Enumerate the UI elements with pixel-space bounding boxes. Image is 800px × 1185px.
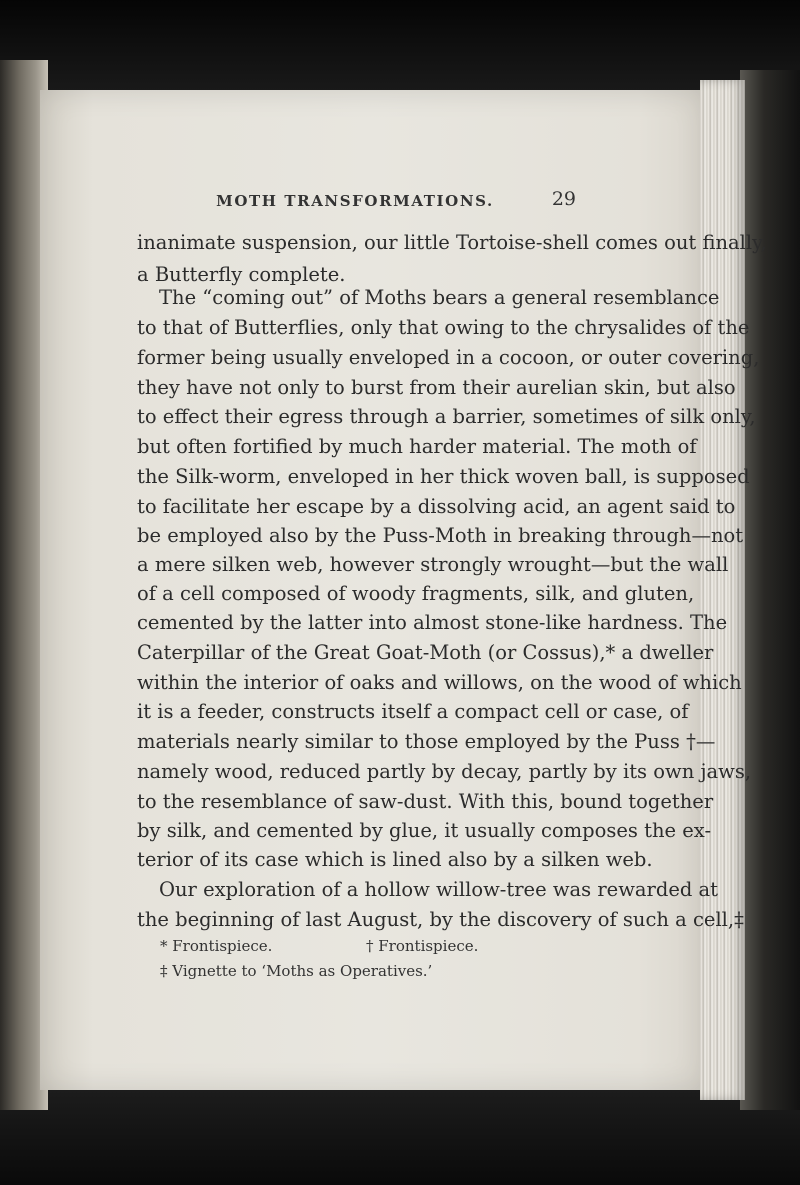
body-line: of a cell composed of woody fragments, silk, and gluten, — [137, 582, 695, 605]
body-line: The “coming out” of Moths bears a general resemblance — [159, 286, 720, 309]
body-line: it is a feeder, constructs itself a compact cell or case, of — [137, 700, 689, 723]
body-line: be employed also by the Puss-Moth in breaking through—not — [137, 524, 744, 547]
body-line: terior of its case which is lined also by a silken web. — [137, 848, 653, 871]
body-line: to the resemblance of saw-dust. With this, bound together — [137, 790, 714, 813]
page-number: 29 — [551, 188, 576, 210]
body-line: materials nearly similar to those employed by the Puss †— — [137, 730, 716, 753]
body-line: but often fortified by much harder material. The moth of — [137, 435, 697, 458]
body-line: the Silk-worm, enveloped in her thick woven ball, is supposed — [137, 465, 750, 488]
footnote-star: * Frontispiece. — [160, 937, 273, 955]
body-line: cemented by the latter into almost stone-like hardness. The — [137, 611, 728, 634]
body-line: Caterpillar of the Great Goat-Moth (or Cossus),* a dweller — [137, 641, 714, 664]
body-line: to facilitate her escape by a dissolving acid, an agent said to — [137, 495, 736, 518]
body-line: by silk, and cemented by glue, it usually composes the ex- — [137, 819, 712, 842]
body-line: Our exploration of a hollow willow-tree was rewarded at — [159, 878, 719, 901]
body-line: to effect their egress through a barrier, sometimes of silk only, — [137, 405, 756, 428]
footnote-dagger: † Frontispiece. — [366, 937, 479, 955]
body-line: within the interior of oaks and willows, on the wood of which — [137, 671, 742, 694]
footnote-double-dagger: ‡ Vignette to ‘Moths as Operatives.’ — [160, 962, 433, 980]
body-line: to that of Butterflies, only that owing to the chrysalides of the — [137, 316, 750, 339]
body-line: a mere silken web, however strongly wrought—but the wall — [137, 553, 729, 576]
body-line: namely wood, reduced partly by decay, partly by its own jaws, — [137, 760, 752, 783]
body-line: they have not only to burst from their aurelian skin, but also — [137, 376, 736, 399]
body-line: a Butterfly complete. — [137, 263, 346, 286]
body-line: former being usually enveloped in a cocoon, or outer covering, — [137, 346, 760, 369]
body-line: inanimate suspension, our little Tortoise-shell comes out finally, — [137, 231, 767, 254]
running-title: MOTH TRANSFORMATIONS. — [216, 192, 494, 210]
body-line: the beginning of last August, by the discovery of such a cell,‡ — [137, 908, 744, 931]
